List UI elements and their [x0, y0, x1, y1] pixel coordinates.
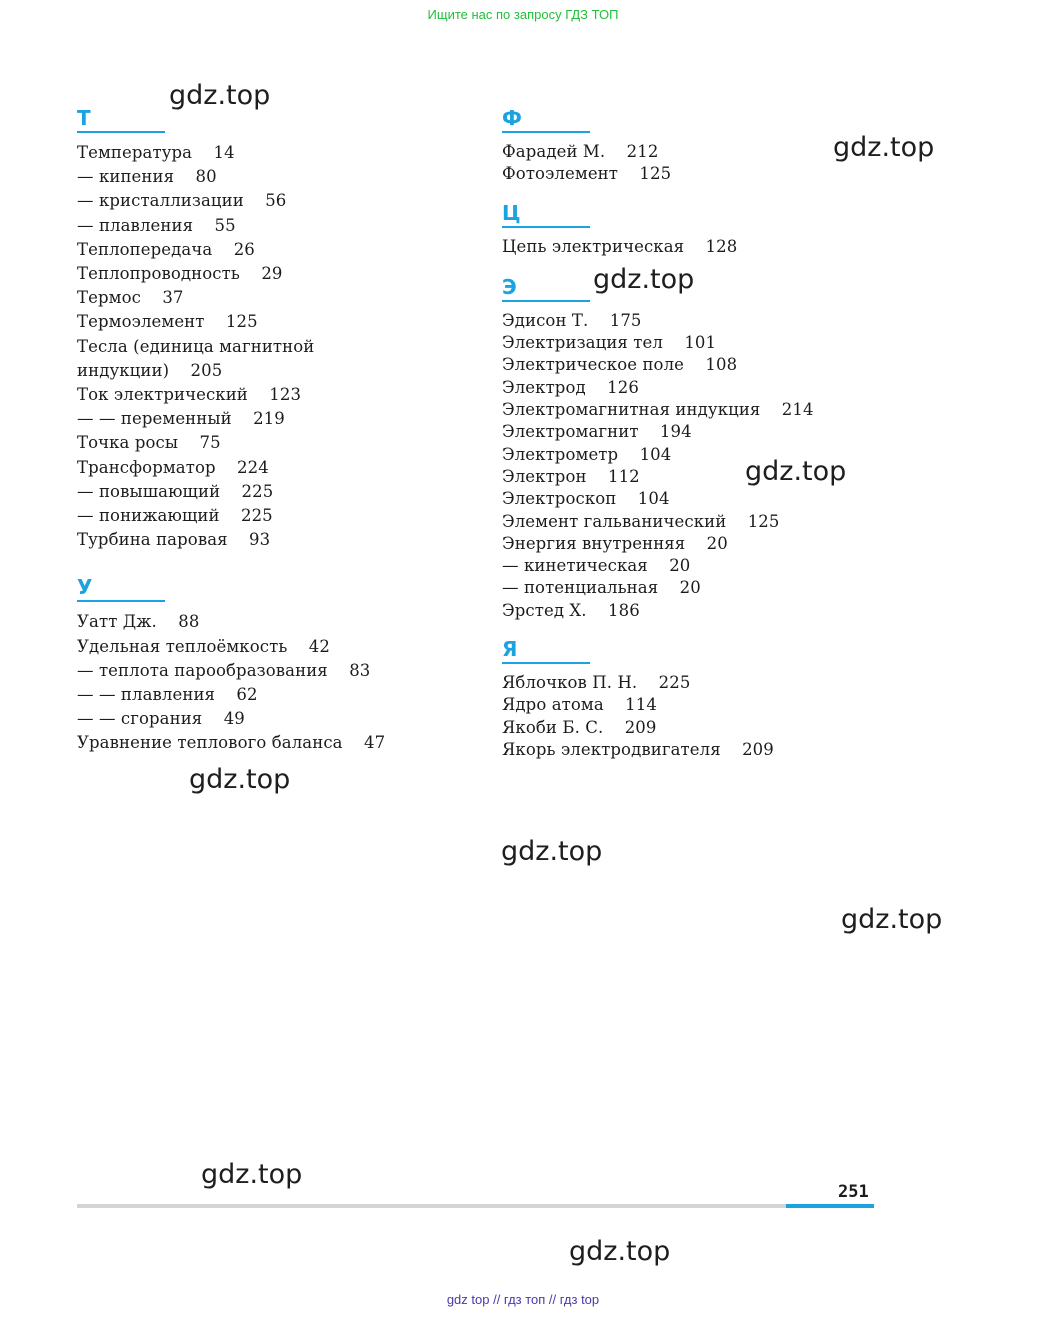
index-column-right — [502, 105, 902, 761]
index-entry: Якоби Б. С. 209 — [502, 717, 657, 737]
index-entry: Фотоэлемент 125 — [502, 164, 672, 184]
index-entry: — теплота парообразования 83 — [77, 660, 371, 680]
index-entry: — кипения 80 — [77, 167, 217, 187]
index-entry: — кристаллизации 56 — [77, 191, 287, 211]
index-entry: Уравнение теплового баланса 47 — [77, 733, 386, 753]
page-number: 251 — [838, 1182, 869, 1202]
watermark: gdz.top — [201, 1159, 303, 1190]
index-entry: Тесла (единица магнитной — [77, 336, 315, 356]
index-section-ts — [502, 200, 902, 258]
index-entry: Фарадей М. 212 — [502, 142, 659, 161]
watermark: gdz.top — [841, 904, 943, 935]
index-entry: Электромагнит 194 — [502, 422, 692, 442]
index-entry: Эрстед Х. 186 — [502, 600, 640, 620]
index-entry: Теплопередача 26 — [77, 239, 255, 259]
index-entry: Ядро атома 114 — [502, 695, 657, 715]
index-entry: Электризация тел 101 — [502, 333, 717, 353]
index-entry: Якорь электродвигателя 209 — [502, 739, 774, 759]
index-entry: — повышающий 225 — [77, 481, 274, 501]
section-letter: Ф — [502, 105, 590, 133]
index-column-left — [77, 105, 477, 756]
index-section-u — [77, 574, 477, 755]
index-entry: — потенциальная 20 — [502, 578, 701, 598]
index-entry: — плавления 55 — [77, 215, 236, 235]
index-entry: Цепь электрическая 128 — [502, 236, 738, 256]
index-entry: — — плавления 62 — [77, 685, 258, 705]
index-entry: Элемент гальванический 125 — [502, 511, 780, 531]
section-letter: Т — [77, 105, 165, 133]
index-entry: Ток электрический 123 — [77, 385, 302, 405]
watermark: gdz.top — [189, 764, 291, 795]
index-entry: Электрод 126 — [502, 377, 639, 397]
index-entry: Трансформатор 224 — [77, 457, 269, 477]
index-entry: — — переменный 219 — [77, 409, 285, 429]
watermark: gdz.top — [169, 80, 271, 111]
index-entry: Электрон 112 — [502, 466, 640, 486]
index-entry: Турбина паровая 93 — [77, 530, 271, 550]
index-entry: Электрометр 104 — [502, 444, 672, 464]
index-section-t — [77, 105, 477, 552]
index-entry: Энергия внутренняя 20 — [502, 533, 728, 553]
footer-links: gdz top // гдз топ // гдз top — [446, 1292, 600, 1307]
page-rule — [77, 1204, 787, 1208]
index-entry: Термоэлемент 125 — [77, 312, 258, 332]
top-banner: Ищите нас по запросу ГДЗ ТОП — [427, 7, 619, 22]
index-entry: Электроскоп 104 — [502, 489, 670, 509]
index-entry: Уатт Дж. 88 — [77, 612, 200, 632]
index-entry: Термос 37 — [77, 288, 184, 308]
index-entry: Эдисон Т. 175 — [502, 310, 642, 330]
index-entry: Яблочков П. Н. 225 — [502, 673, 691, 693]
index-entry: Точка росы 75 — [77, 433, 221, 453]
index-entry: Электромагнитная индукция 214 — [502, 400, 814, 420]
index-entry: Температура 14 — [77, 143, 235, 162]
watermark: gdz.top — [501, 836, 603, 867]
index-section-e — [502, 274, 902, 622]
section-letter: Я — [502, 636, 590, 664]
index-section-ya — [502, 636, 902, 761]
page-rule-accent — [786, 1204, 874, 1208]
index-entry: — кинетическая 20 — [502, 556, 691, 576]
index-entry: Удельная теплоёмкость 42 — [77, 636, 330, 656]
index-entry: Электрическое поле 108 — [502, 355, 738, 375]
section-letter: Ц — [502, 200, 590, 228]
index-entry: индукции) 205 — [77, 360, 223, 380]
index-entry: — понижающий 225 — [77, 506, 273, 526]
index-entry: — — сгорания 49 — [77, 709, 245, 729]
section-letter: Э — [502, 274, 590, 302]
watermark: gdz.top — [745, 456, 847, 487]
watermark: gdz.top — [593, 264, 695, 295]
watermark: gdz.top — [833, 132, 935, 163]
section-letter: У — [77, 574, 165, 602]
watermark: gdz.top — [569, 1236, 671, 1267]
index-entry: Теплопроводность 29 — [77, 264, 283, 284]
